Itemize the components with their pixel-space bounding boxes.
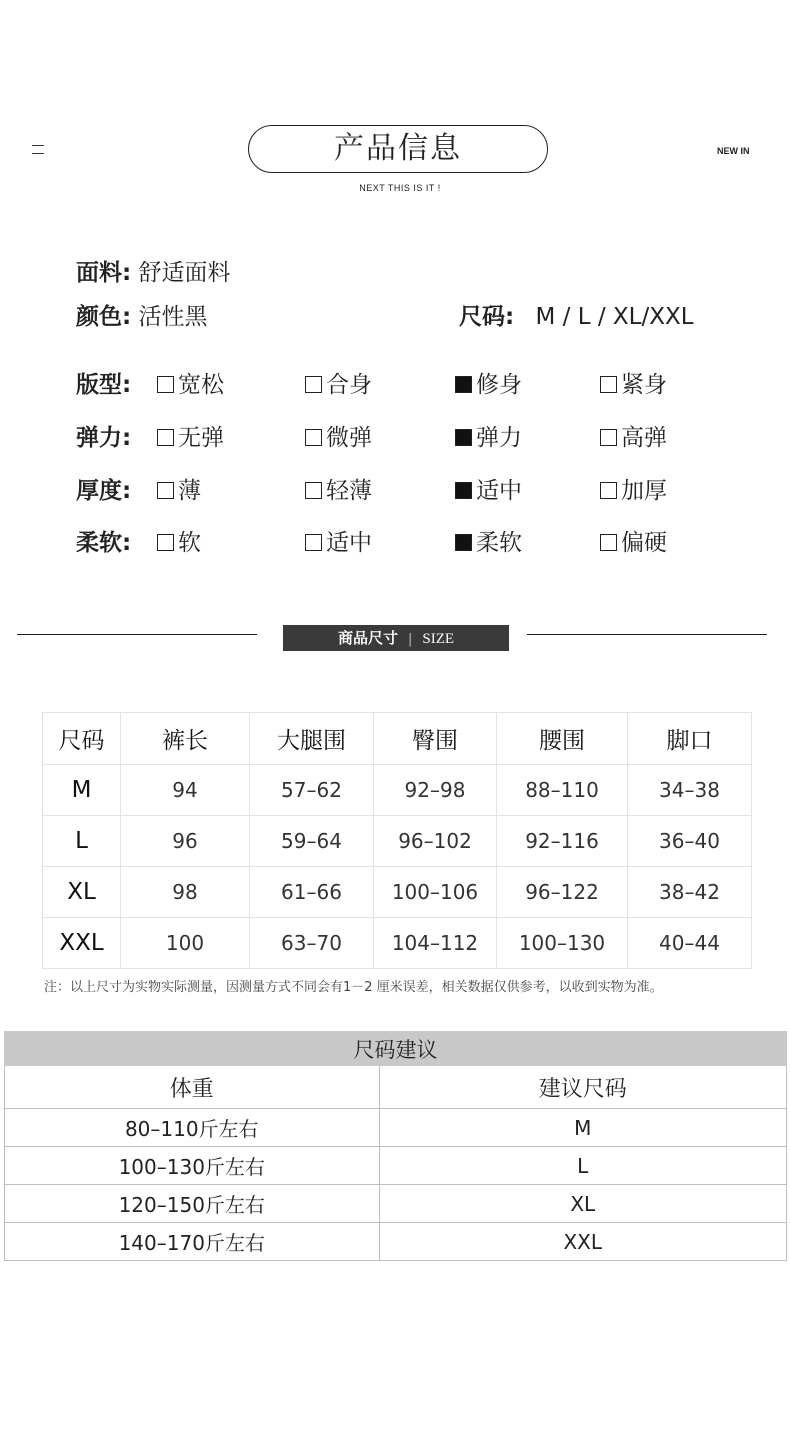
attribute-label: 版型:: [76, 372, 132, 398]
attribute-option-label: 偏硬: [621, 530, 667, 556]
banner-separator: |: [407, 632, 413, 647]
page-subtitle: NEXT THIS IS IT !: [359, 183, 441, 193]
attribute-label: 柔软:: [76, 530, 132, 556]
attribute-option: [305, 477, 372, 505]
measurement-cell: 100–130: [497, 918, 628, 969]
attribute-option-label: 加厚: [621, 478, 667, 504]
unchecked-checkbox-icon: [157, 534, 174, 551]
attribute-option-label: 轻薄: [326, 478, 372, 504]
attribute-option: [305, 529, 372, 557]
size-table-header-cell: 尺码: [43, 713, 121, 765]
weight-cell: 80–110斤左右: [5, 1109, 380, 1147]
measurement-cell: 61–66: [250, 867, 374, 918]
banner-title-en: SIZE: [422, 631, 455, 647]
attribute-option-label: 修身: [476, 372, 522, 398]
unchecked-checkbox-icon: [600, 429, 617, 446]
table-row: [43, 918, 752, 969]
measurement-cell: 92–116: [497, 816, 628, 867]
size-cell: XXL: [43, 918, 121, 969]
unchecked-checkbox-icon: [305, 534, 322, 551]
attribute-option-label: 适中: [326, 530, 372, 556]
measurement-cell: 100–106: [374, 867, 497, 918]
weight-cell: 120–150斤左右: [5, 1185, 380, 1223]
checked-checkbox-icon: [455, 376, 472, 393]
attribute-option: [157, 529, 201, 557]
unchecked-checkbox-icon: [305, 482, 322, 499]
size-label: 尺码:: [459, 304, 515, 330]
attribute-option-label: 宽松: [178, 372, 224, 398]
size-table-header-cell: 裤长: [121, 713, 250, 765]
attribute-label: 弹力:: [76, 425, 132, 451]
banner-title-cn: 商品尺寸: [337, 629, 398, 647]
measurement-cell: 92–98: [374, 765, 497, 816]
measurement-cell: 96–102: [374, 816, 497, 867]
divider-right: [527, 634, 767, 635]
measurement-cell: 98: [121, 867, 250, 918]
unchecked-checkbox-icon: [600, 482, 617, 499]
page-title: 产品信息: [248, 125, 548, 173]
attribute-option: [600, 424, 667, 452]
table-row: [5, 1109, 787, 1147]
weight-cell: 140–170斤左右: [5, 1223, 380, 1261]
measurement-cell: 94: [121, 765, 250, 816]
measurement-cell: 63–70: [250, 918, 374, 969]
menu-icon: [32, 142, 44, 156]
table-row: [43, 765, 752, 816]
unchecked-checkbox-icon: [600, 534, 617, 551]
attribute-option: [600, 371, 667, 399]
unchecked-checkbox-icon: [305, 429, 322, 446]
color-label: 颜色:: [76, 304, 132, 330]
divider-left: [17, 634, 257, 635]
attribute-option: [305, 371, 372, 399]
suggested-size-cell: XXL: [379, 1223, 786, 1261]
table-row: [5, 1223, 787, 1261]
attribute-option-label: 紧身: [621, 372, 667, 398]
size-table-header-cell: 臀围: [374, 713, 497, 765]
attribute-option-label: 微弹: [326, 425, 372, 451]
table-row: [5, 1185, 787, 1223]
table-row: [5, 1147, 787, 1185]
attribute-option: [455, 477, 522, 505]
unchecked-checkbox-icon: [157, 482, 174, 499]
attribute-option: [305, 424, 372, 452]
size-note: 注：以上尺寸为实物实际测量，因测量方式不同会有1－2 厘米误差，相关数据仅供参考，以收到实物为准。: [44, 980, 663, 995]
checked-checkbox-icon: [455, 534, 472, 551]
fabric-row: [76, 259, 231, 287]
measurement-cell: 88–110: [497, 765, 628, 816]
size-table: [42, 712, 752, 969]
suggested-size-cell: M: [379, 1109, 786, 1147]
attribute-option-label: 无弹: [178, 425, 224, 451]
measurement-cell: 34–38: [628, 765, 752, 816]
size-cell: L: [43, 816, 121, 867]
measurement-cell: 57–62: [250, 765, 374, 816]
attribute-option-label: 适中: [476, 478, 522, 504]
size-row: [459, 303, 694, 331]
checked-checkbox-icon: [455, 482, 472, 499]
attribute-option-label: 薄: [178, 478, 201, 504]
unchecked-checkbox-icon: [600, 376, 617, 393]
unchecked-checkbox-icon: [157, 376, 174, 393]
attribute-option-label: 弹力: [476, 425, 522, 451]
attribute-option-label: 柔软: [476, 530, 522, 556]
attribute-option: [600, 529, 667, 557]
table-row: [43, 867, 752, 918]
checked-checkbox-icon: [455, 429, 472, 446]
attribute-option-label: 合身: [326, 372, 372, 398]
size-cell: XL: [43, 867, 121, 918]
unchecked-checkbox-icon: [157, 429, 174, 446]
measurement-cell: 104–112: [374, 918, 497, 969]
unchecked-checkbox-icon: [305, 376, 322, 393]
attribute-row-label: [76, 424, 131, 452]
fabric-label: 面料:: [76, 260, 132, 286]
attribute-option: [157, 424, 224, 452]
measurement-cell: 38–42: [628, 867, 752, 918]
weight-cell: 100–130斤左右: [5, 1147, 380, 1185]
attribute-option: [157, 477, 201, 505]
size-value: M / L / XL/XXL: [535, 304, 694, 330]
fabric-value: 舒适面料: [138, 260, 231, 286]
measurement-cell: 40–44: [628, 918, 752, 969]
attribute-row-label: [76, 529, 131, 557]
color-row: [76, 303, 208, 331]
attribute-row-label: [76, 477, 131, 505]
suggestion-caption: 尺码建议: [5, 1032, 787, 1066]
table-row: [43, 816, 752, 867]
attribute-option: [157, 371, 224, 399]
attribute-option-label: 软: [178, 530, 201, 556]
size-suggestion-table: [4, 1031, 787, 1261]
attribute-option: [455, 371, 522, 399]
attribute-option: [455, 424, 522, 452]
size-table-header-cell: 腰围: [497, 713, 628, 765]
color-value: 活性黑: [138, 304, 208, 330]
attribute-option-label: 高弹: [621, 425, 667, 451]
suggested-size-cell: XL: [379, 1185, 786, 1223]
attribute-row-label: [76, 371, 131, 399]
suggestion-header-size: 建议尺码: [379, 1066, 786, 1109]
measurement-cell: 96–122: [497, 867, 628, 918]
measurement-cell: 100: [121, 918, 250, 969]
attribute-option: [600, 477, 667, 505]
measurement-cell: 96: [121, 816, 250, 867]
size-table-header-cell: 大腿围: [250, 713, 374, 765]
measurement-cell: 36–40: [628, 816, 752, 867]
size-table-header-row: [43, 713, 752, 765]
size-section-banner: [283, 625, 509, 651]
measurement-cell: 59–64: [250, 816, 374, 867]
size-table-header-cell: 脚口: [628, 713, 752, 765]
suggestion-header-weight: 体重: [5, 1066, 380, 1109]
attribute-label: 厚度:: [76, 478, 132, 504]
size-cell: M: [43, 765, 121, 816]
new-in-badge: NEW IN: [717, 146, 750, 156]
attribute-option: [455, 529, 522, 557]
suggested-size-cell: L: [379, 1147, 786, 1185]
